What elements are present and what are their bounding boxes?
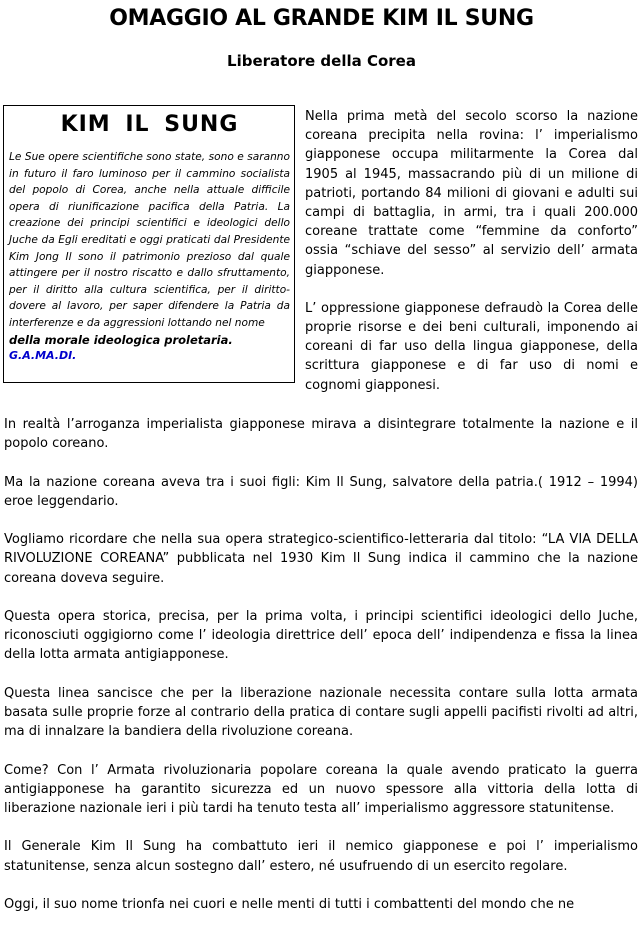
sidebar-box-signature: G.A.MA.DI.	[9, 348, 77, 362]
body-paragraph-8: Oggi, il suo nome trionfa nei cuori e nelle menti di tutti i combattenti del mondo che ne	[4, 896, 575, 912]
sidebar-box-title: KIM IL SUNG	[60, 112, 239, 137]
body-paragraph-6: Come? Con l’ Armata rivoluzionaria popolare coreana la quale avendo praticato la guerra antigiapponese ha garantito sicurezza ed un nuovo spessore alla vittoria della lotta di liberazione nazionale ieri i più tardi ha tenuto testa all’ imperialismo aggressore statunitense.	[4, 762, 638, 816]
sidebar-box-bold-line: della morale ideologica proletaria.	[9, 332, 233, 347]
body-paragraph-2: Ma la nazione coreana aveva tra i suoi figli: Kim Il Sung, salvatore della patria.( 1912 – 1994) eroe leggendario.	[4, 474, 638, 509]
right-paragraph-1: Nella prima metà del secolo scorso la nazione coreana precipita nella rovina: l’ imperialismo giapponese occupa militarmente la Corea dal 1905 al 1945, massacrando più di un milione di patrioti, portando 84 milioni di giovani e adulti sui campi di battaglia, in armi, tra i quali 200.000 coreane trattate come “femmine da conforto” ossia “schiave del sesso” al servizio dell’ armata giapponese.	[305, 109, 638, 278]
body-paragraph-3: Vogliamo ricordare che nella sua opera strategico-scientifico-letteraria dal titolo: “LA VIA DELLA RIVOLUZIONE COREANA” pubblicata nel 1930 Kim Il Sung indica il cammino che la nazione coreana doveva seguire.	[4, 532, 638, 586]
page-title: OMAGGIO AL GRANDE KIM IL SUNG	[109, 6, 534, 31]
sidebar-box-text: Le Sue opere scientifiche sono state, sono e saranno in futuro il faro luminoso per il cammino socialista del popolo di Corea, anche nella attuale difficile opera di riunificazione pacifica della Patria. La creazione dei principi scientifici e ideologici dello Juche da Egli ereditati e oggi praticati dal Presidente Kim Jong Il sono il patrimonio prezioso dal quale attingere per il nostro riscatto e dallo sfruttamento, per il diritto alla cultura scientifica, per il diritto-dovere al lavoro, per saper difendere la Patria da interferenze e da aggressioni lottando nel nome	[9, 151, 290, 329]
body-paragraph-7: Il Generale Kim Il Sung ha combattuto ieri il nemico giapponese e poi l’ imperialismo statunitense, senza alcun sostegno dall’ estero, né usufruendo di un esercito regolare.	[4, 839, 638, 874]
body-text	[4, 415, 638, 933]
body-paragraph-1: In realtà l’arroganza imperialista giapponese mirava a disintegrare totalmente la nazione e il popolo coreano.	[4, 417, 638, 452]
page-subtitle: Liberatore della Corea	[227, 52, 416, 70]
sidebar-box	[3, 105, 295, 383]
body-paragraph-4: Questa opera storica, precisa, per la prima volta, i principi scientifici ideologici dello Juche, riconosciuti oggigiorno come l’ ideologia direttrice dell’ epoca dell’ indipendenza e fissa la linea della lotta armata antigiapponese.	[4, 608, 638, 663]
right-paragraph-2: L’ oppressione giapponese defraudò la Corea delle proprie risorse e dei beni culturali, imponendo ai coreani di far uso della lingua giapponese, della scrittura giapponese e di far uso di nomi e cognomi giapponesi.	[305, 300, 638, 393]
right-column	[305, 107, 638, 414]
body-paragraph-5: Questa linea sancisce che per la liberazione nazionale necessita contare sulla lotta armata basata sulle proprie forze al contrario della pratica di contare sugli appelli pacifisti rivolti ad altri, ma di innalzare la bandiera della rivoluzione coreana.	[4, 685, 638, 740]
